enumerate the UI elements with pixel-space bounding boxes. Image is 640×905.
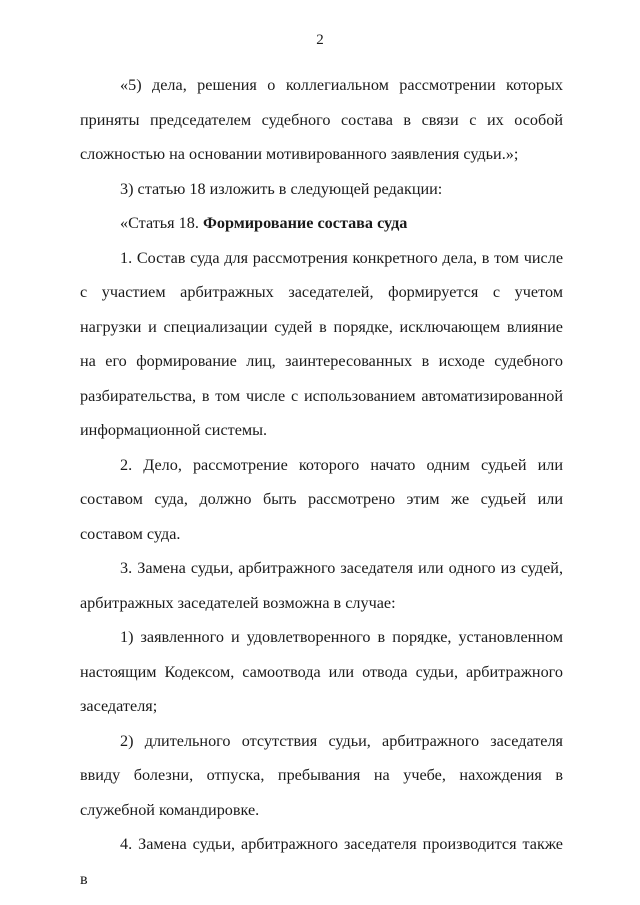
paragraph-part-3-item-1: 1) заявленного и удовлетворенного в порядке, установленном настоящим Кодексом, самоотвода или отвода судьи, арбитражного заседателя; bbox=[80, 628, 563, 715]
article-heading-prefix: «Статья 18. bbox=[120, 214, 203, 232]
paragraph-part-2: 2. Дело, рассмотрение которого начато одним судьей или составом суда, должно быть рассмотрено этим же судьей или составом суда. bbox=[80, 455, 563, 543]
article-heading bbox=[80, 206, 563, 241]
page-number: 2 bbox=[316, 32, 324, 48]
paragraph-article-18-intro: 3) статью 18 изложить в следующей редакции: bbox=[120, 179, 443, 198]
document-body bbox=[80, 68, 563, 896]
paragraph-item-5: «5) дела, решения о коллегиальном рассмотрении которых приняты председателем судебного состава в связи с их особой сложностью на основании мотивированного заявления судьи.»; bbox=[80, 76, 563, 163]
paragraph-part-3-item-2: 2) длительного отсутствия судьи, арбитражного заседателя ввиду болезни, отпуска, пребывания на учебе, нахождения в служебной командировке. bbox=[80, 731, 563, 819]
article-heading-title: Формирование состава суда bbox=[202, 214, 408, 232]
paragraph-part-3: 3. Замена судьи, арбитражного заседателя или одного из судей, арбитражных заседателей возможна в случае: bbox=[80, 559, 563, 612]
paragraph-part-1: 1. Состав суда для рассмотрения конкретного дела, в том числе с участием арбитражных заседателей, формируется с учетом нагрузки и специализации судей в порядке, исключающем влияние на его формирование лиц, заинтересованных в исходе судебного разбирательства, в том числе с использованием автоматизированной информационной системы. bbox=[80, 248, 563, 439]
paragraph-part-4: 4. Замена судьи, арбитражного заседателя производится также в bbox=[80, 835, 563, 888]
